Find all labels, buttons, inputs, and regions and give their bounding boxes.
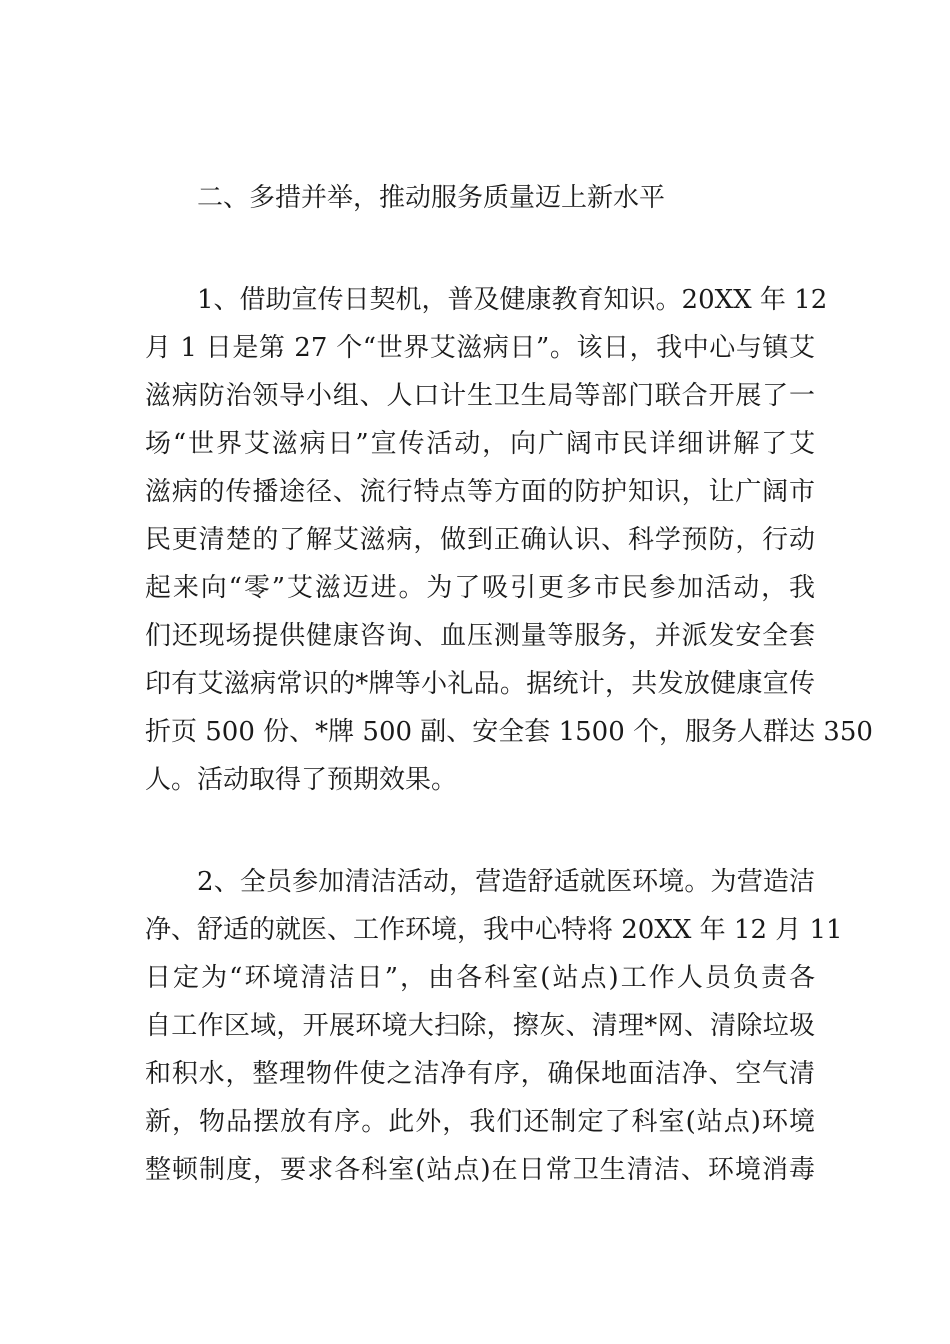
paragraph-2-line-6: 新，物品摆放有序。此外，我们还制定了科室(站点)环境 <box>145 1107 815 1137</box>
paragraph-2-line-4: 自工作区域，开展环境大扫除，擦灰、清理*网、清除垃圾 <box>145 1011 815 1041</box>
paragraph-2-line-3: 日定为“环境清洁日”，由各科室(站点)工作人员负责各 <box>145 963 815 993</box>
paragraph-1-line-1: 1、借助宣传日契机，普及健康教育知识。20XX 年 12 <box>197 285 828 315</box>
paragraph-1-line-7: 起来向“零”艾滋迈进。为了吸引更多市民参加活动，我 <box>145 573 815 603</box>
paragraph-2-line-2: 净、舒适的就医、工作环境，我中心特将 20XX 年 12 月 11 <box>145 915 843 945</box>
paragraph-2-line-5: 和积水，整理物件使之洁净有序，确保地面洁净、空气清 <box>145 1059 815 1089</box>
paragraph-1-line-9: 印有艾滋病常识的*牌等小礼品。据统计，共发放健康宣传 <box>145 669 815 699</box>
paragraph-2-line-1: 2、全员参加清洁活动，营造舒适就医环境。为营造洁 <box>197 867 815 897</box>
paragraph-1-line-3: 滋病防治领导小组、人口计生卫生局等部门联合开展了一 <box>145 381 815 411</box>
paragraph-1-line-11: 人。活动取得了预期效果。 <box>145 765 458 795</box>
paragraph-1-line-8: 们还现场提供健康咨询、血压测量等服务，并派发安全套 <box>145 621 815 651</box>
section-heading: 二、多措并举，推动服务质量迈上新水平 <box>197 183 666 213</box>
paragraph-1-line-10: 折页 500 份、*牌 500 副、安全套 1500 个，服务人群达 350 <box>145 717 873 747</box>
paragraph-2-line-7: 整顿制度，要求各科室(站点)在日常卫生清洁、环境消毒 <box>145 1155 815 1185</box>
paragraph-1-line-6: 民更清楚的了解艾滋病，做到正确认识、科学预防，行动 <box>145 525 815 555</box>
paragraph-1-line-4: 场“世界艾滋病日”宣传活动，向广阔市民详细讲解了艾 <box>145 429 815 459</box>
paragraph-1-line-2: 月 1 日是第 27 个“世界艾滋病日”。该日，我中心与镇艾 <box>145 333 815 363</box>
paragraph-1-line-5: 滋病的传播途径、流行特点等方面的防护知识，让广阔市 <box>145 477 815 507</box>
